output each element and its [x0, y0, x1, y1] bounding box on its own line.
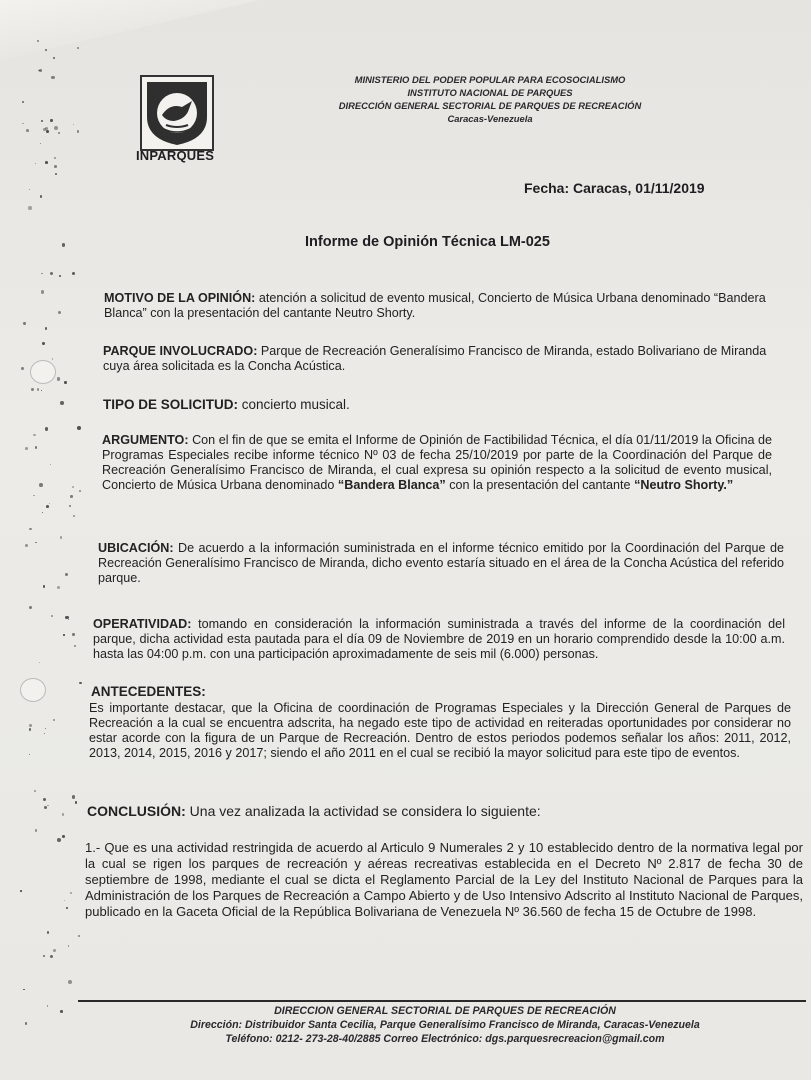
section-argumento: [102, 433, 772, 493]
section-text: Una vez analizada la actividad se considera lo siguiente:: [185, 803, 541, 819]
speckle: [78, 935, 80, 937]
speckle: [42, 342, 45, 345]
speckle: [29, 724, 32, 727]
section-motivo: [104, 291, 774, 321]
speckle: [41, 120, 43, 122]
hole-punch: [20, 678, 46, 702]
speckle: [39, 69, 42, 72]
speckle: [43, 585, 45, 587]
section-conclusion: [87, 804, 787, 819]
margin-speckles: [20, 40, 90, 1060]
speckle: [22, 123, 24, 125]
speckle: [45, 49, 47, 51]
speckle: [75, 801, 77, 803]
speckle: [43, 955, 45, 957]
speckle: [68, 945, 69, 946]
speckle: [60, 536, 63, 539]
speckle: [23, 989, 25, 991]
hole-punch: [30, 360, 56, 384]
speckle: [43, 798, 46, 801]
speckle: [35, 542, 36, 543]
speckle: [57, 838, 61, 842]
section-label: ARGUMENTO:: [102, 433, 189, 447]
section-operatividad: [93, 617, 785, 662]
speckle: [50, 955, 53, 958]
speckle: [68, 980, 72, 984]
speckle: [20, 890, 22, 892]
speckle: [58, 311, 61, 314]
section-text: Parque de Recreación Generalísimo Francisco de Miranda, estado Bolivariano de Miranda cuya área solicitada es la Concha Acústica.: [103, 344, 767, 373]
speckle: [39, 662, 40, 663]
speckle: [45, 161, 48, 164]
speckle: [41, 273, 42, 274]
speckle: [34, 790, 36, 792]
speckle: [28, 206, 31, 209]
section-text: atención a solicitud de evento musical, Concierto de Música Urbana denominado “Bandera Blanca” con la presentación del cantante Neutro Shorty.: [104, 291, 766, 320]
section-text: concierto musical.: [238, 397, 350, 412]
speckle: [54, 157, 56, 159]
speckle: [73, 124, 74, 125]
letterhead-direction: DIRECCIÓN GENERAL SECTORIAL DE PARQUES DE RECREACIÓN: [338, 100, 642, 111]
speckle: [62, 243, 65, 246]
speckle: [47, 805, 48, 806]
speckle: [39, 483, 43, 487]
speckle: [41, 390, 42, 391]
speckle: [53, 949, 55, 951]
speckle: [60, 1010, 62, 1012]
speckle: [77, 426, 81, 430]
section-text: con la presentación del cantante: [445, 478, 635, 492]
speckle: [22, 101, 24, 103]
artist-name: “Neutro Shorty.”: [634, 478, 734, 492]
footer-divider: [78, 1000, 806, 1002]
conclusion-item-1: 1.- Que es una actividad restringida de acuerdo al Articulo 9 Numerales 2 y 10 establecido dentro de la normativa legal por la cual se rigen los parques de recreación y aéreas recreativas establecida en el Decreto Nº 2.817 de fecha 30 de septiembre de 1998, mediante el cual se dicta el Reglamento Parcial de la Ley del Instituto Nacional de Parques para la Administración de los Parques de Recreación a Campo Abierto y de Uso Intensivo Adscrito al Instituto Nacional de Parques, publicado en la Gaceta Oficial de la República Bolivariana de Venezuela Nº 36.560 de fecha 15 de Octubre de 1998.: [85, 840, 803, 919]
speckle: [50, 464, 51, 465]
speckle: [68, 619, 70, 621]
speckle: [25, 1022, 27, 1024]
section-parque: [103, 344, 771, 374]
speckle: [33, 495, 34, 496]
speckle: [47, 1005, 48, 1006]
speckle: [29, 606, 32, 609]
speckle: [35, 163, 36, 164]
section-label: UBICACIÓN:: [98, 541, 174, 555]
speckle: [77, 130, 80, 133]
speckle: [44, 733, 46, 735]
speckle: [45, 327, 48, 330]
speckle: [66, 907, 68, 909]
speckle: [79, 490, 81, 492]
speckle: [69, 505, 71, 507]
speckle: [25, 447, 28, 450]
section-text: tomando en consideración la información suministrada a través del informe de la coordinación del parque, dicha actividad esta pautada para el día 09 de Noviembre de 2019 en un horario comprendido desde la 10:00 a.m. hasta las 04:00 p.m. con una participación aproximadamente de seis mil (6.000) personas.: [93, 617, 785, 661]
section-label: CONCLUSIÓN:: [87, 803, 186, 819]
speckle: [54, 165, 57, 168]
speckle: [35, 829, 37, 831]
speckle: [43, 128, 46, 131]
section-label: MOTIVO DE LA OPINIÓN:: [104, 291, 256, 305]
speckle: [42, 512, 43, 513]
speckle: [23, 322, 25, 324]
section-ubicacion: [98, 541, 784, 586]
speckle: [73, 515, 75, 517]
section-label: PARQUE INVOLUCRADO:: [103, 344, 258, 358]
speckle: [33, 434, 35, 436]
speckle: [59, 275, 61, 277]
speckle: [60, 401, 64, 405]
document-title: Informe de Opinión Técnica LM-025: [305, 234, 550, 250]
speckle: [70, 892, 73, 895]
speckle: [72, 633, 74, 635]
inparques-logo: [140, 75, 214, 151]
speckle: [46, 505, 49, 508]
speckle: [49, 503, 50, 504]
speckle: [50, 119, 52, 121]
footer-contact: Teléfono: 0212- 273-28-40/2885 Correo Electrónico: dgs.parquesrecreacion@gmail.com: [225, 1033, 665, 1045]
speckle: [74, 645, 76, 647]
speckle: [40, 195, 43, 198]
speckle: [46, 130, 49, 133]
speckle: [29, 189, 30, 190]
speckle: [26, 129, 29, 132]
event-name: “Bandera Blanca”: [337, 478, 446, 492]
speckle: [53, 719, 55, 721]
speckle: [40, 143, 41, 144]
letterhead-city: Caracas-Venezuela: [447, 113, 533, 124]
speckle: [53, 57, 55, 59]
footer-direction: DIRECCION GENERAL SECTORIAL DE PARQUES DE RECREACIÓN: [274, 1005, 616, 1017]
speckle: [58, 132, 60, 134]
section-tipo: [103, 397, 603, 412]
footer: [90, 1004, 800, 1046]
speckle: [47, 931, 50, 934]
speckle: [37, 40, 39, 42]
document-date: Fecha: Caracas, 01/11/2019: [524, 180, 705, 196]
speckle: [35, 446, 37, 448]
logo-label: INPARQUES: [136, 148, 215, 163]
speckle: [57, 377, 61, 381]
speckle: [45, 728, 46, 729]
speckle: [64, 900, 65, 901]
speckle: [31, 388, 34, 391]
speckle: [41, 290, 45, 294]
speckle: [21, 367, 24, 370]
speckle: [62, 835, 64, 837]
speckle: [51, 76, 55, 80]
speckle: [52, 358, 54, 360]
speckle: [29, 728, 32, 731]
speckle: [64, 381, 66, 383]
speckle: [25, 544, 28, 547]
section-antecedentes: Es importante destacar, que la Oficina de coordinación de Programas Especiales y la Dirección General de Parques de Recreación a la cual se encuentra adscrita, ha negado este tipo de actividad en reiteradas oportunidades por considerar no estar acorde con la figura de un Parque de Recreación. Dentro de estos periodos podemos señalar los años: 2011, 2012, 2013, 2014, 2015, 2016 y 2017; siendo el año 2011 en el cual se recibió la mayor solicitud para este tipo de eventos.: [89, 701, 791, 760]
speckle: [37, 388, 40, 391]
section-antecedentes-label: ANTECEDENTES:: [91, 684, 206, 699]
inparques-bird-emblem-icon: [142, 77, 212, 149]
letterhead: [330, 73, 650, 125]
speckle: [44, 806, 47, 809]
speckle: [50, 272, 53, 275]
speckle: [63, 634, 64, 635]
speckle: [29, 528, 31, 530]
letterhead-institute: INSTITUTO NACIONAL DE PARQUES: [407, 87, 573, 98]
section-label: OPERATIVIDAD:: [93, 617, 192, 631]
speckle: [72, 486, 74, 488]
footer-address: Dirección: Distribuidor Santa Cecilia, Parque Generalísimo Francisco de Miranda, Caracas-Venezuela: [190, 1019, 700, 1031]
speckle: [45, 427, 49, 431]
speckle: [54, 126, 58, 130]
speckle: [79, 682, 82, 685]
section-text: Con el fin de que se emita el Informe de Opinión de Factibilidad Técnica, el día 01/11/2019 la Oficina de Programas Especiales recibe informe técnico Nº 03 de fecha 25/10/2019 por parte de la Coordinación del Parque de Recreación Generalísimo Francisco de Miranda, el cual expresa su opinión respecto a la solicitud de evento musical, Concierto de Música Urbana denominado: [102, 433, 772, 492]
speckle: [57, 586, 60, 589]
section-label: TIPO DE SOLICITUD:: [103, 397, 238, 412]
speckle: [55, 173, 57, 175]
speckle: [72, 272, 75, 275]
section-text: De acuerdo a la información suministrada en el informe técnico emitido por la Coordinación del Parque de Recreación Generalísimo Francisco de Miranda, dicho evento estaría situado en el área de la Concha Acústica del referido parque.: [98, 541, 784, 585]
speckle: [72, 795, 76, 799]
speckle: [62, 813, 64, 815]
speckle: [29, 754, 30, 755]
letterhead-ministry: MINISTERIO DEL PODER POPULAR PARA ECOSOCIALISMO: [354, 74, 626, 85]
speckle: [77, 47, 79, 49]
speckle: [70, 495, 72, 497]
speckle: [51, 615, 53, 617]
speckle: [65, 573, 68, 576]
